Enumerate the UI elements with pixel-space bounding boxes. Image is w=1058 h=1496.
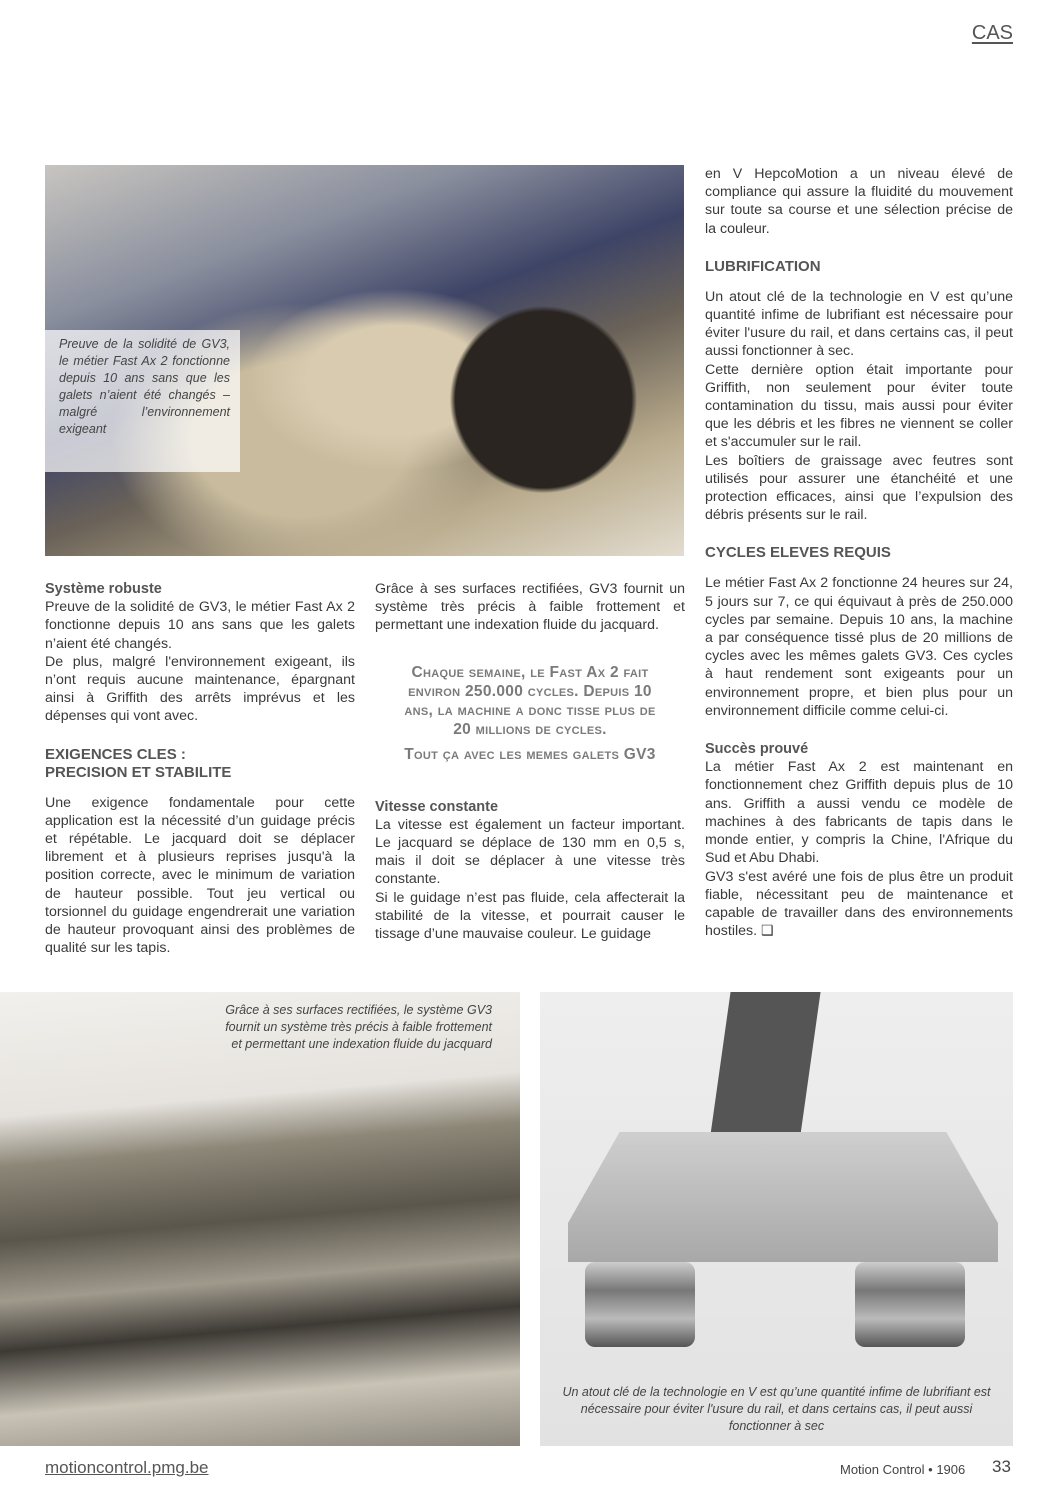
- paragraph: De plus, malgré l'environnement exigeant, ils n’ont requis aucune maintenance, épargnant ainsi à Griffith des arrêts imprévus et les dépenses qui vont avec.: [45, 653, 355, 725]
- paragraph: Preuve de la solidité de GV3, le métier Fast Ax 2 fonctionne depuis 10 ans sans que les galets n’aient été changés.: [45, 599, 355, 652]
- subheading: Système robuste: [45, 581, 162, 597]
- paragraph: Si le guidage n’est pas fluide, cela affecterait la stabilité de la vitesse, et pourrait causer le tissage d’une mauvaise couleur. Le guidage: [375, 889, 685, 943]
- photo-caption-box: [45, 330, 240, 472]
- footer-url[interactable]: motioncontrol.pmg.be: [45, 1458, 209, 1477]
- footer-magazine: Motion Control • 1906: [840, 1462, 966, 1477]
- column-3: [705, 165, 1013, 940]
- column-1: [45, 580, 355, 957]
- photo-caption: Un atout clé de la technologie en V est qu’une quantité infime de lubrifiant est nécessaire pour éviter l'usure du rail, et dans certains cas, il peut aussi fonctionner à sec: [562, 1385, 991, 1433]
- wheel-left: [585, 1262, 695, 1347]
- wheel-right: [855, 1262, 965, 1347]
- pull-quote: Chaque semaine, le Fast Ax 2 fait environ 250.000 cycles. Depuis 10 ans, la machine a donc tisse plus de 20 millions de cycles.: [404, 663, 656, 738]
- section-heading: CYCLES ELEVES REQUIS: [705, 544, 891, 562]
- photo-rail-guidance: [0, 992, 520, 1446]
- paragraph: Grâce à ses surfaces rectifiées, GV3 fournit un système très précis à faible frottement et permettant une indexation fluide du jacquard.: [375, 581, 685, 634]
- subheading: Succès prouvé: [705, 741, 809, 758]
- section-heading: EXIGENCES CLES :: [45, 745, 186, 763]
- paragraph: Les boîtiers de graissage avec feutres sont utilisés pour assurer une étanchéité et une protection efficaces, ainsi que l’expulsion des débris présents sur le rail.: [705, 452, 1013, 524]
- paragraph: Le métier Fast Ax 2 fonctionne 24 heures sur 24, 5 jours sur 7, ce qui équivaut à près de 250.000 cycles par semaine. Depuis 10 ans, la machine a par conséquence tissé plus de 20 millions de cycles avec les mêmes galets GV3. Ces cycles à haut rendement sont exigeants pour un environnement propre, et bien plus pour un environnement difficile comme celui-ci.: [705, 575, 1013, 719]
- carriage-plate: [568, 1132, 998, 1262]
- paragraph: [705, 868, 1013, 941]
- rail-shape: [709, 992, 820, 1142]
- end-mark-icon: ❑: [761, 923, 774, 940]
- photo-caption: Preuve de la solidité de GV3, le métier Fast Ax 2 fonctionne depuis 10 ans sans que les galets n’aient été changés – malgré l’environnement exigeant: [59, 337, 230, 436]
- pull-quote-tagline: Tout ça avec les memes galets GV3: [404, 745, 656, 763]
- paragraph: en V HepcoMotion a un niveau élevé de compliance qui assure la fluidité du mouvement sur toute sa course et une sélection précise de la couleur.: [705, 166, 1013, 237]
- column-2: [375, 580, 685, 943]
- paragraph: Cette dernière option était importante pour Griffith, non seulement pour éviter toute contamination du tissu, mais aussi pour éviter que les débris et les fibres ne viennent se coller et s'accumuler sur le rail.: [705, 361, 1013, 451]
- section-heading: LUBRIFICATION: [705, 257, 821, 275]
- section-label: CAS: [971, 22, 1013, 44]
- subheading: Vitesse constante: [375, 798, 499, 815]
- photo-loom-machine: [45, 165, 684, 556]
- paragraph: La vitesse est également un facteur important. Le jacquard se déplace de 130 mm en 0,5 s, mais il doit se déplacer à une vitesse très constante.: [375, 816, 685, 888]
- paragraph: La métier Fast Ax 2 est maintenant en fonctionnement chez Griffith depuis plus de 10 ans. Griffith a aussi vendu ce modèle de machines à des fabricants de tapis dans le monde entier, y compris la Chine, l'Afrique du Sud et Abu Dhabi.: [705, 759, 1013, 867]
- section-heading: PRECISION ET STABILITE: [45, 763, 232, 781]
- page-number: 33: [992, 1457, 1011, 1476]
- paragraph-text: GV3 s'est avéré une fois de plus être un produit fiable, nécessitant peu de maintenance et capable de travailler dans des environnements hostiles.: [705, 868, 1013, 940]
- paragraph: Une exigence fondamentale pour cette application est la nécessité d’un guidage précis et répétable. Le jacquard doit se déplacer librement et à plusieurs reprises jusqu'à la position correcte, avec le minimum de variation de hauteur possible. Tout jeu vertical ou torsionnel du guidage engendrerait une variation de hauteur provoquant ainsi des problèmes de qualité sur les tapis.: [45, 794, 355, 957]
- photo-gv3-carriage: [540, 992, 1013, 1446]
- photo-caption: Grâce à ses surfaces rectifiées, le système GV3 fournit un système très précis à faible frottement et permettant une indexation fluide du jacquard: [225, 1003, 492, 1051]
- paragraph: Un atout clé de la technologie en V est qu’une quantité infime de lubrifiant est nécessaire pour éviter l'usure du rail, et dans certains cas, il peut aussi fonctionner à sec.: [705, 288, 1013, 360]
